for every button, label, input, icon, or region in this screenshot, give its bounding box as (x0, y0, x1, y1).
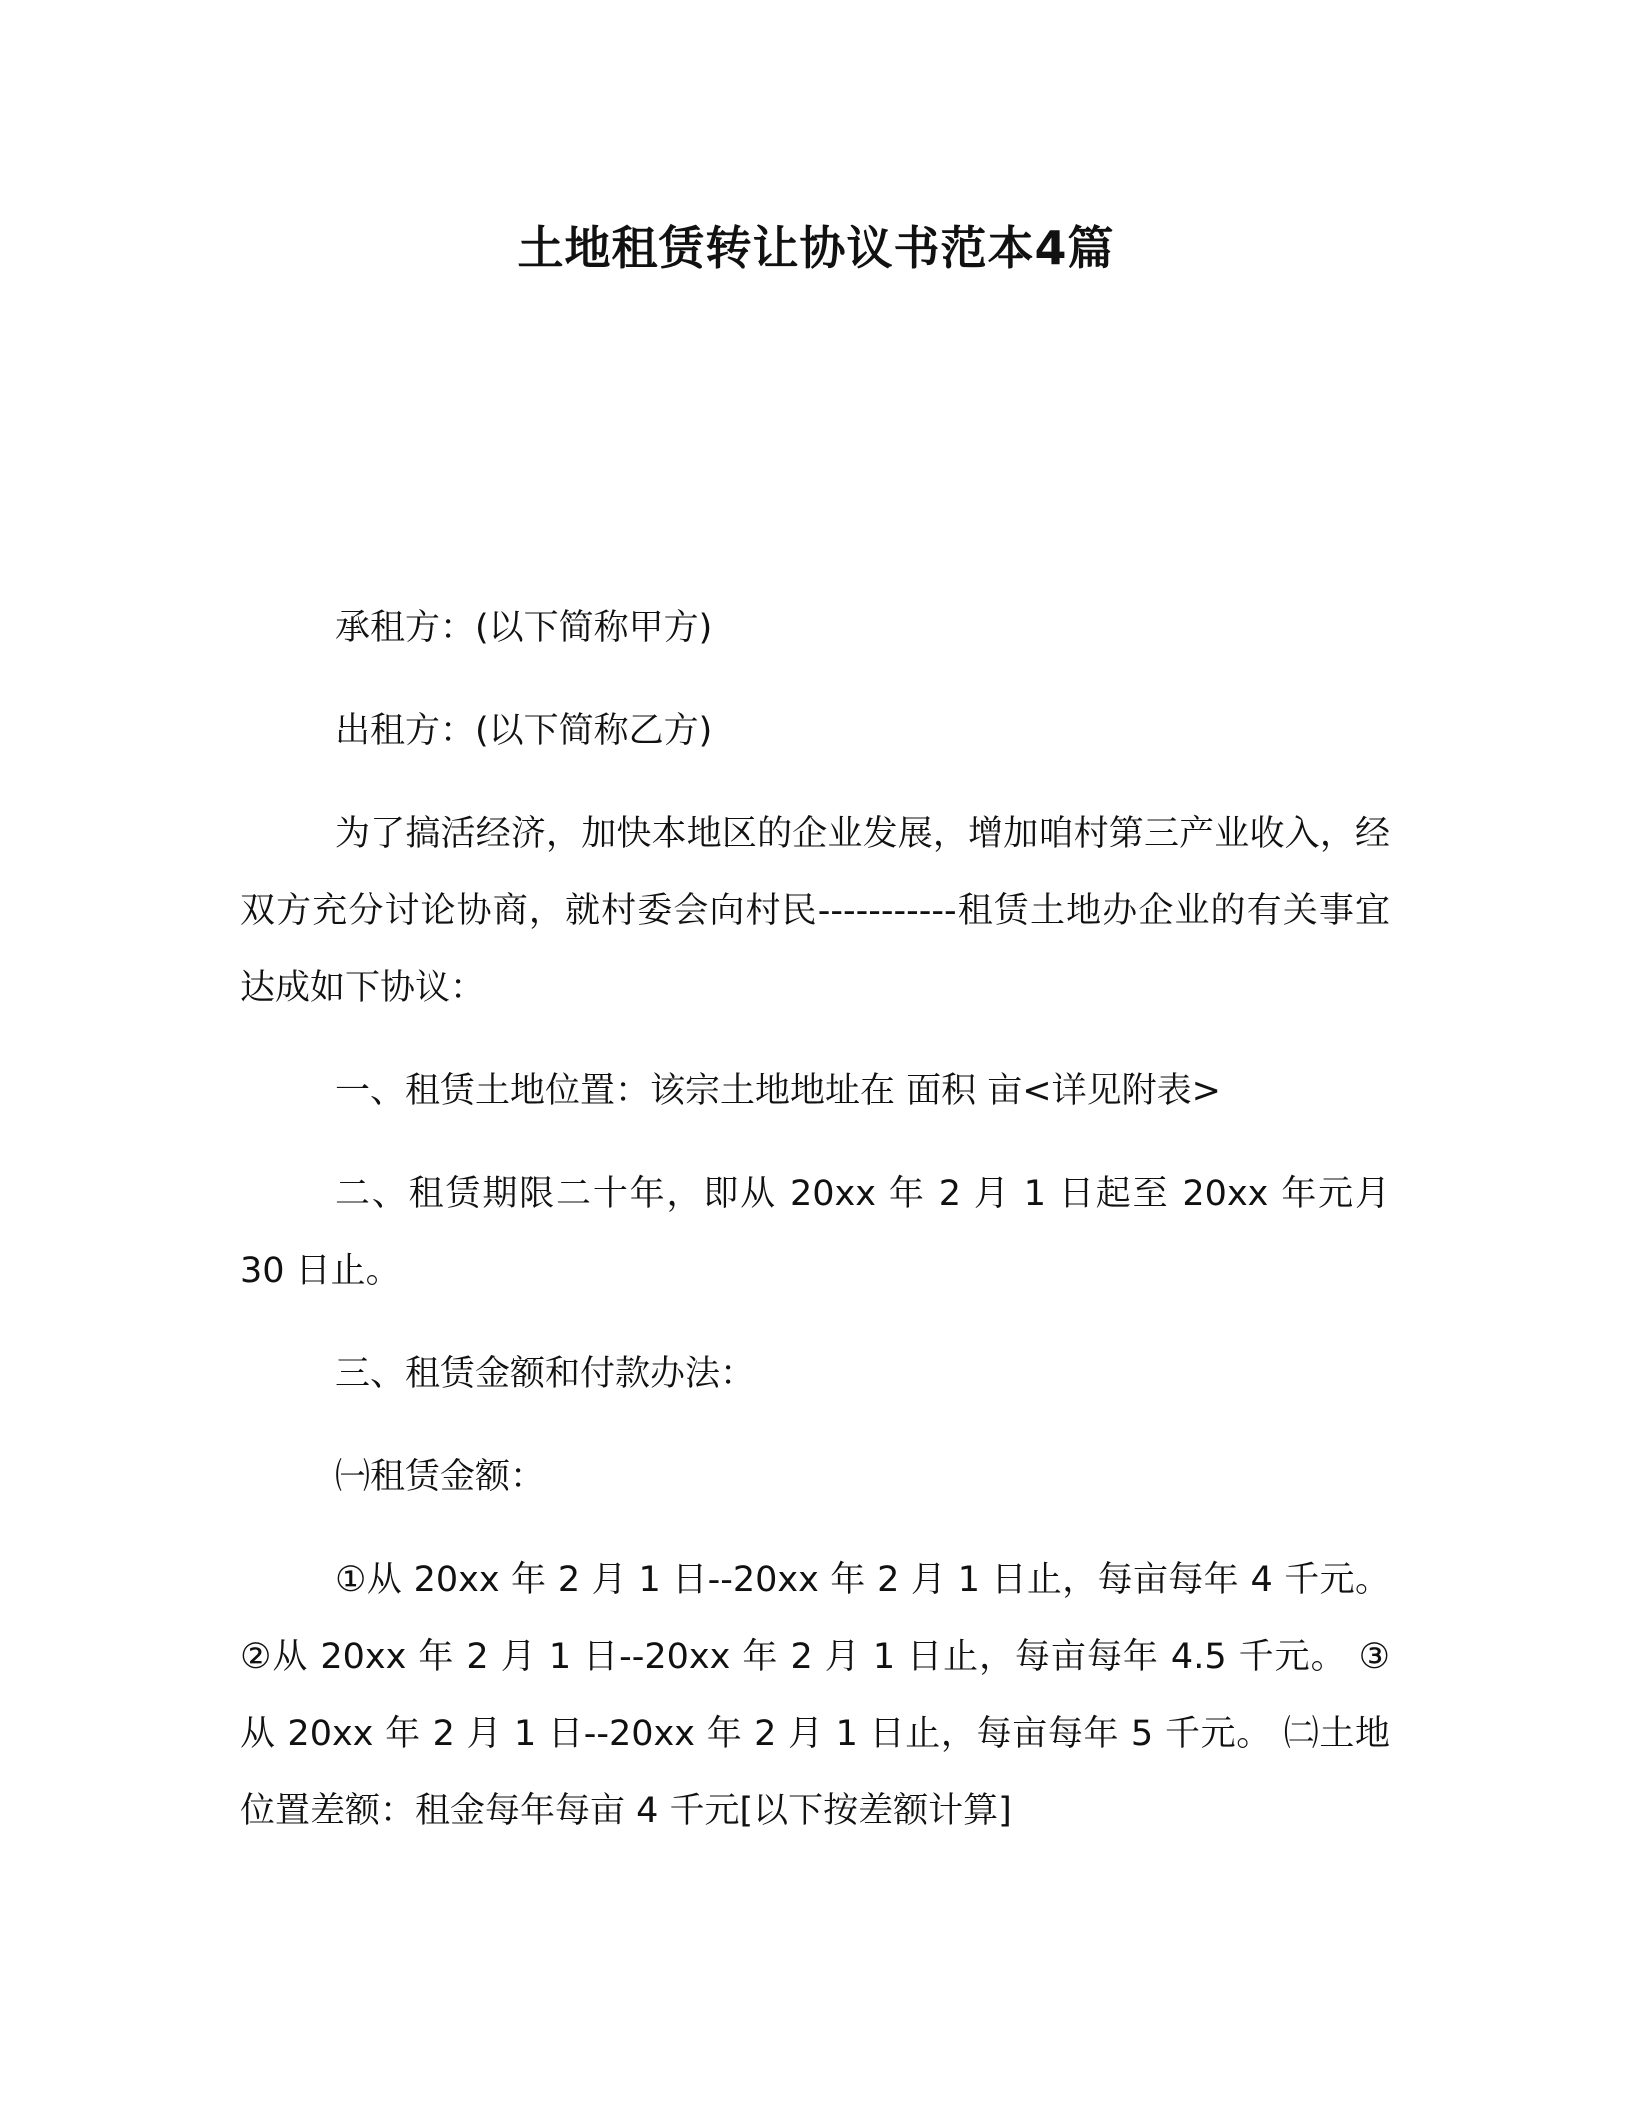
document-title: 土地租赁转让协议书范本4篇 (517, 221, 1115, 275)
preamble-paragraph: 为了搞活经济，加快本地区的企业发展，增加咱村第三产业收入，经双方充分讨论协商，就村委会向村民-----------租赁土地办企业的有关事宜达成如下协议： (240, 814, 1390, 1008)
document-body (240, 590, 1390, 1876)
rent-schedule-paragraph: ①从 20xx 年 2 月 1 日--20xx 年 2 月 1 日止，每亩每年 4 千元。②从 20xx 年 2 月 1 日--20xx 年 2 月 1 日止，每亩每年 4.5 千元。 ③从 20xx 年 2 月 1 日--20xx 年 2 月 1 日止，每亩每年 5 千元。 ㈡土地位置差额：租金每年每亩 4 千元[以下按差额计算] (240, 1560, 1390, 1831)
clause-3-heading: 三、租赁金额和付款办法： (335, 1354, 756, 1394)
lessee-line: 承租方：(以下简称甲方) (335, 608, 713, 648)
clause-1-location: 一、租赁土地位置：该宗土地地址在 面积 亩<详见附表> (335, 1071, 1221, 1111)
clause-3-1-heading: ㈠租赁金额： (335, 1457, 546, 1497)
clause-2-term: 二、租赁期限二十年，即从 20xx 年 2 月 1 日起至 20xx 年元月 30 日止。 (240, 1174, 1390, 1291)
lessor-line: 出租方：(以下简称乙方) (335, 711, 713, 751)
